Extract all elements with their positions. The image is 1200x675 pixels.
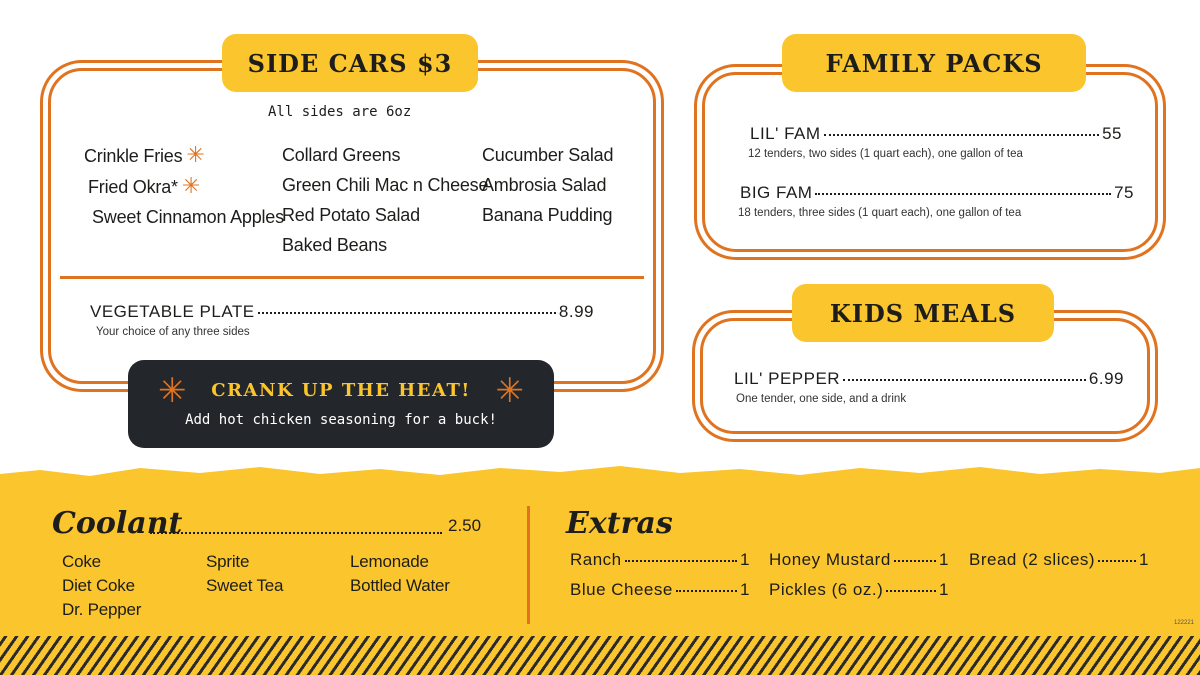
extra-row: Blue Cheese 1 <box>570 580 750 599</box>
side-item: Fried Okra* ✳ <box>88 173 201 198</box>
kids-meals-title: KIDS MEALS <box>792 284 1054 342</box>
leader-dots <box>886 590 936 592</box>
side-item: Ambrosia Salad <box>482 175 607 195</box>
striped-footer <box>0 636 1200 675</box>
family-pack-desc: 12 tenders, two sides (1 quart each), one gallon of tea <box>748 148 1023 160</box>
drink-item: Sprite <box>206 552 250 571</box>
asterisk-spark-icon: ✳ <box>181 173 201 198</box>
vegetable-plate-name: VEGETABLE PLATE <box>90 302 255 321</box>
drinks-col3 <box>350 550 450 598</box>
kids-meal-row: LIL' PEPPER 6.99 <box>734 369 1124 388</box>
side-item: Baked Beans <box>282 235 387 255</box>
section-divider <box>527 506 530 624</box>
family-pack-desc: 18 tenders, three sides (1 quart each), one gallon of tea <box>738 207 1022 219</box>
drink-item: Coke <box>62 552 101 571</box>
coolant-leader-dots <box>150 532 442 534</box>
drink-item: Lemonade <box>350 552 429 571</box>
family-packs-frame-inner <box>702 72 1158 252</box>
vegetable-plate-price: 8.99 <box>558 302 594 321</box>
leader-dots <box>843 379 1086 381</box>
torn-edge <box>0 462 1200 484</box>
leader-dots <box>625 560 737 562</box>
coolant-title: Coolant <box>52 506 183 541</box>
asterisk-spark-icon: ✳ <box>495 372 524 410</box>
side-cars-title: SIDE CARS $3 <box>222 34 478 92</box>
drinks-col2 <box>206 550 283 598</box>
leader-dots <box>676 590 737 592</box>
heat-subtitle: Add hot chicken seasoning for a buck! <box>185 412 497 428</box>
asterisk-spark-icon: ✳ <box>158 372 187 410</box>
menu-code: 122221 <box>1174 620 1195 626</box>
drink-item: Bottled Water <box>350 576 450 595</box>
side-item: Cucumber Salad <box>482 145 614 165</box>
side-item: Banana Pudding <box>482 205 613 225</box>
side-list-col2 <box>282 140 488 260</box>
leader-dots <box>1098 560 1136 562</box>
heat-title: CRANK UP THE HEAT! <box>211 380 471 401</box>
extras-title: Extras <box>566 506 673 541</box>
side-item: Collard Greens <box>282 145 401 165</box>
side-cars-divider <box>60 276 644 279</box>
extra-row: Bread (2 slices) 1 <box>969 550 1149 569</box>
side-item: Crinkle Fries ✳ <box>84 142 205 167</box>
heat-banner <box>128 360 554 448</box>
side-item: Green Chili Mac n Cheese <box>282 175 489 195</box>
side-list-col3 <box>482 140 613 230</box>
extra-row: Ranch 1 <box>570 550 750 569</box>
family-packs-title: FAMILY PACKS <box>782 34 1086 92</box>
vegetable-plate-desc: Your choice of any three sides <box>96 326 250 338</box>
drink-item: Sweet Tea <box>206 576 284 595</box>
family-pack-row: LIL' FAM 55 <box>750 124 1122 143</box>
drinks-col1 <box>62 550 141 622</box>
vegetable-plate-row <box>90 302 594 322</box>
leader-dots <box>824 134 1100 136</box>
extra-row: Pickles (6 oz.) 1 <box>769 580 949 599</box>
side-item: Red Potato Salad <box>282 205 420 225</box>
side-list-col1 <box>84 140 284 232</box>
asterisk-spark-icon: ✳ <box>186 142 205 167</box>
leader-dots <box>815 193 1111 195</box>
side-item: Sweet Cinnamon Apples <box>92 207 284 227</box>
leader-dots <box>894 560 936 562</box>
kids-meal-desc: One tender, one side, and a drink <box>736 393 907 405</box>
drink-item: Dr. Pepper <box>62 600 142 619</box>
drink-item: Diet Coke <box>62 576 135 595</box>
coolant-price: 2.50 <box>448 516 482 535</box>
family-pack-row: BIG FAM 75 <box>740 183 1134 202</box>
side-cars-note: All sides are 6oz <box>268 104 412 120</box>
leader-dots <box>258 312 556 314</box>
extra-row: Honey Mustard 1 <box>769 550 949 569</box>
